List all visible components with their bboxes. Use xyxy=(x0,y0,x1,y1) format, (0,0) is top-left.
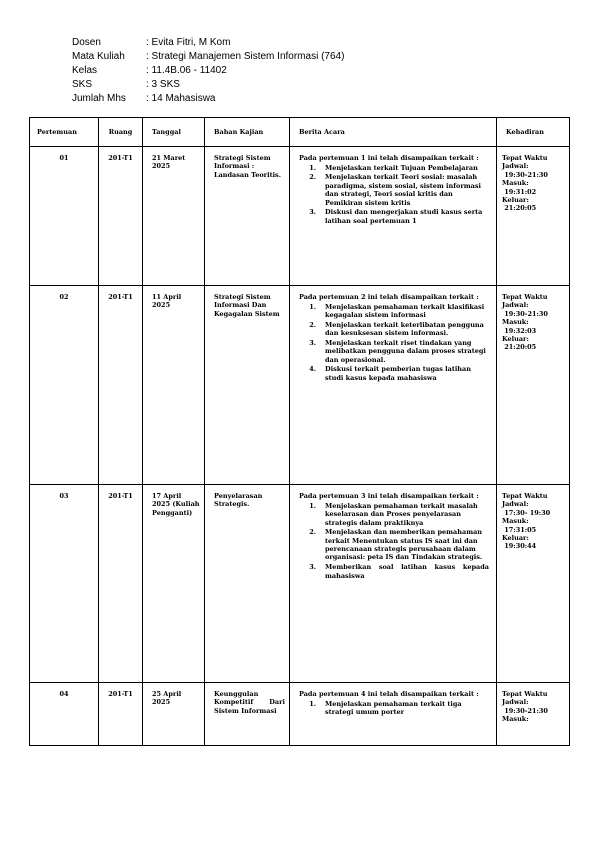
info-value: : Evita Fitri, M Kom xyxy=(146,37,231,49)
kehadiran-line: Jadwal: xyxy=(502,162,529,171)
kehadiran-line: Keluar: xyxy=(502,196,529,205)
berita-intro: Pada pertemuan 1 ini telah disampaikan terkait : xyxy=(299,154,479,162)
berita-points xyxy=(299,700,489,717)
cell-bahan-kajian: Strategi Sistem Informasi : Landasan Teoritis. xyxy=(205,147,290,286)
course-info xyxy=(72,36,492,105)
kehadiran-line: 19:30:44 xyxy=(502,542,537,551)
info-label: Jumlah Mhs xyxy=(72,92,126,104)
header-bahan-kajian: Bahan Kajian xyxy=(205,118,290,147)
berita-intro: Pada pertemuan 3 ini telah disampaikan terkait : xyxy=(299,492,479,500)
attendance-table xyxy=(29,117,570,746)
point-text: Menjelaskan terkait riset tindakan yang melibatkan pengguna dalam proses strategi dan operasional. xyxy=(325,338,486,364)
kehadiran-line: 17:30- 19:30 xyxy=(502,508,551,517)
kehadiran-line: 19:30-21:30 xyxy=(502,170,548,179)
info-label: SKS xyxy=(72,78,93,90)
cell-berita-acara xyxy=(290,485,497,683)
kehadiran-line: 21:20:05 xyxy=(502,343,537,352)
header-pertemuan: Pertemuan xyxy=(30,118,99,147)
point-text: Menjelaskan terkait keterlibatan pengguna dan kesuksesan sistem informasi. xyxy=(325,320,484,338)
point-text: Memberikan soal latihan kasus kepada mahasiswa xyxy=(325,563,489,580)
berita-points xyxy=(299,502,489,580)
point-number: 1. xyxy=(309,302,316,311)
point-number: 3. xyxy=(309,208,316,217)
kehadiran-line: 19:31:02 xyxy=(502,187,537,196)
list-item xyxy=(299,208,489,225)
point-text: Menjelaskan terkait Teori sosial: masalah paradigma, sistem sosial, sistem informasi dan strategi, Teori sosial kritis dan Pemikiran sistem kritis xyxy=(325,173,481,207)
cell-tanggal: 25 April 2025 xyxy=(143,683,205,746)
table-row xyxy=(30,485,570,683)
cell-ruang: 201-T1 xyxy=(99,485,143,683)
berita-points xyxy=(299,164,489,225)
cell-berita-acara xyxy=(290,683,497,746)
info-value: : 11.4B.06 - 11402 xyxy=(146,64,227,76)
list-item xyxy=(299,563,489,580)
kehadiran-line: Masuk: xyxy=(502,318,529,327)
berita-intro: Pada pertemuan 2 ini telah disampaikan terkait : xyxy=(299,293,479,301)
point-text: Menjelaskan pemahaman terkait masalah keselarasan dan Proses penyelarasan strategis dalam praktiknya xyxy=(325,501,478,527)
info-label: Dosen xyxy=(72,37,101,49)
point-number: 3. xyxy=(309,338,316,347)
cell-bahan-kajian: Penyelarasan Strategis. xyxy=(205,485,290,683)
cell-pertemuan: 02 xyxy=(30,286,99,485)
info-row xyxy=(72,91,492,105)
kehadiran-line: Jadwal: xyxy=(502,698,529,707)
point-text: Menjelaskan terkait Tujuan Pembelajaran xyxy=(325,163,478,172)
cell-kehadiran xyxy=(497,683,570,746)
point-number: 2. xyxy=(309,320,316,329)
list-item xyxy=(299,700,489,717)
table-row xyxy=(30,147,570,286)
point-text: Menjelaskan pemahaman terkait klasifikasi kegagalan sistem informasi xyxy=(325,302,485,320)
cell-tanggal: 11 April 2025 xyxy=(143,286,205,485)
info-row xyxy=(72,36,492,50)
list-item xyxy=(299,321,489,338)
cell-tanggal: 17 April 2025 (Kuliah Pengganti) xyxy=(143,485,205,683)
berita-points xyxy=(299,303,489,383)
list-item xyxy=(299,502,489,527)
cell-ruang: 201-T1 xyxy=(99,286,143,485)
kehadiran-line: Tepat Waktu xyxy=(502,154,548,162)
info-value: : 3 SKS xyxy=(146,78,180,90)
list-item xyxy=(299,339,489,364)
kehadiran-line: Masuk: xyxy=(502,179,529,188)
point-text: Menjelaskan dan memberikan pemahaman terkait Menentukan status IS saat ini dan perencanaan strategis perusahaan dalam organisasi: peta IS dan Tindakan strategis. xyxy=(325,528,483,562)
point-number: 1. xyxy=(309,163,316,172)
berita-intro: Pada pertemuan 4 ini telah disampaikan terkait : xyxy=(299,690,479,698)
header-tanggal: Tanggal xyxy=(143,118,205,147)
cell-kehadiran xyxy=(497,286,570,485)
info-label: Kelas xyxy=(72,64,98,76)
cell-kehadiran xyxy=(497,147,570,286)
kehadiran-line: Keluar: xyxy=(502,534,529,543)
cell-berita-acara xyxy=(290,286,497,485)
point-number: 4. xyxy=(309,365,316,374)
point-number: 1. xyxy=(309,501,316,510)
kehadiran-line: Tepat Waktu xyxy=(502,492,548,500)
kehadiran-line: Masuk: xyxy=(502,715,529,724)
cell-kehadiran xyxy=(497,485,570,683)
info-row xyxy=(72,50,492,64)
kehadiran-line: Jadwal: xyxy=(502,301,529,310)
kehadiran-line: Jadwal: xyxy=(502,500,529,509)
list-item xyxy=(299,365,489,382)
cell-berita-acara xyxy=(290,147,497,286)
table-header-row xyxy=(30,118,570,147)
kehadiran-line: 19:30-21:30 xyxy=(502,309,548,318)
point-number: 1. xyxy=(309,699,316,708)
point-text: Menjelaskan pemahaman terkait tiga strategi umum porter xyxy=(325,699,462,717)
cell-ruang: 201-T1 xyxy=(99,147,143,286)
info-value: : 14 Mahasiswa xyxy=(146,92,216,104)
kehadiran-line: 19:30-21:30 xyxy=(502,706,548,715)
kehadiran-line: Tepat Waktu xyxy=(502,690,548,698)
point-number: 2. xyxy=(309,528,316,537)
kehadiran-line: Keluar: xyxy=(502,335,529,344)
kehadiran-line: Tepat Waktu xyxy=(502,293,548,301)
cell-tanggal: 21 Maret 2025 xyxy=(143,147,205,286)
info-label: Mata Kuliah xyxy=(72,51,125,63)
point-text: Diskusi dan mengerjakan studi kasus serta latihan soal pertemuan 1 xyxy=(325,208,483,225)
kehadiran-line: 21:20:05 xyxy=(502,204,537,213)
cell-pertemuan: 04 xyxy=(30,683,99,746)
kehadiran-line: Masuk: xyxy=(502,517,529,526)
info-row xyxy=(72,77,492,91)
cell-ruang: 201-T1 xyxy=(99,683,143,746)
list-item xyxy=(299,164,489,172)
info-row xyxy=(72,64,492,78)
info-value: : Strategi Manajemen Sistem Informasi (764) xyxy=(146,51,345,63)
header-berita-acara: Berita Acara xyxy=(290,118,497,147)
cell-pertemuan: 01 xyxy=(30,147,99,286)
header-ruang: Ruang xyxy=(99,118,143,147)
point-text: Diskusi terkait pemberian tugas latihan studi kasus kepada mahasiswa xyxy=(325,365,471,382)
cell-pertemuan: 03 xyxy=(30,485,99,683)
point-number: 3. xyxy=(309,563,316,572)
table-row xyxy=(30,683,570,746)
kehadiran-line: 17:31:05 xyxy=(502,525,537,534)
list-item xyxy=(299,173,489,207)
cell-bahan-kajian: Keunggulan Kompetitif Dari Sistem Informasi xyxy=(205,683,290,746)
table-row xyxy=(30,286,570,485)
point-number: 2. xyxy=(309,173,316,182)
kehadiran-line: 19:32:03 xyxy=(502,326,537,335)
header-kehadiran: Kehadiran xyxy=(497,118,570,147)
cell-bahan-kajian: Strategi Sistem Informasi Dan Kegagalan Sistem xyxy=(205,286,290,485)
list-item xyxy=(299,303,489,320)
list-item xyxy=(299,528,489,562)
